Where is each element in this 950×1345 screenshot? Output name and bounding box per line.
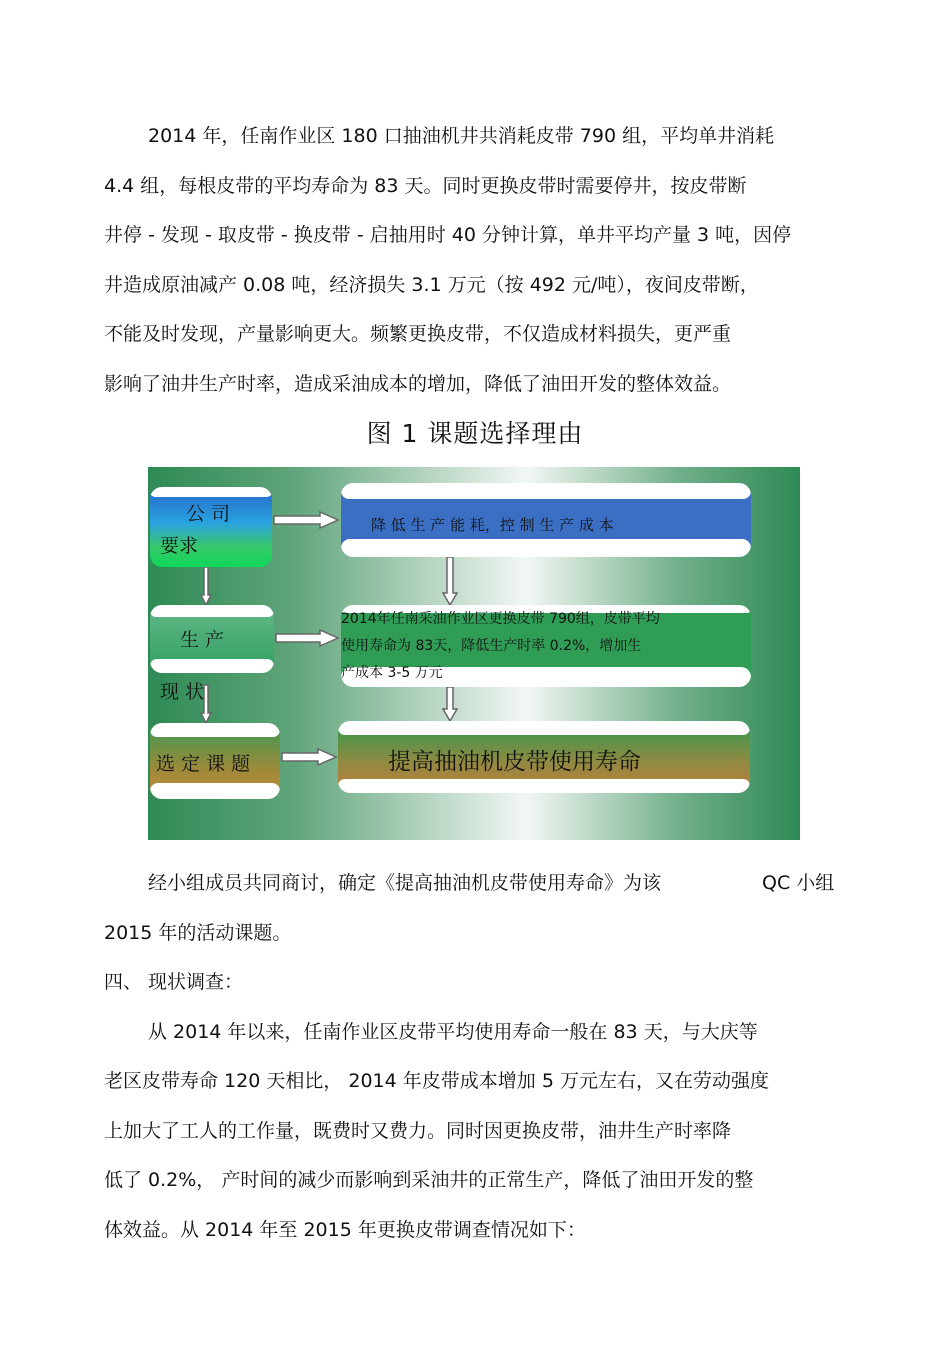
company-label: 公 司	[186, 503, 231, 525]
requirement-label: 要求	[160, 535, 199, 557]
company-requirement-box	[150, 487, 272, 567]
reduce-cost-text: 降 低 生 产 能 耗，控 制 生 产 成 本	[371, 516, 614, 534]
arrow-down-icon	[443, 687, 457, 721]
text-line: 2015 年的活动课题。	[104, 922, 292, 944]
select-topic-label: 选 定 课 题	[156, 753, 251, 775]
status-text-line: 产成本 3-5 万元	[341, 665, 443, 681]
text-line: 影响了油井生产时率，造成采油成本的增加，降低了油田开发的整体效益。	[104, 373, 732, 395]
text-line: 从 2014 年以来，任南作业区皮带平均使用寿命一般在 83 天，与大庆等	[148, 1021, 758, 1043]
current-status-box	[341, 605, 751, 687]
select-topic-box	[150, 723, 280, 799]
status-text-line: 2014年任南采油作业区更换皮带 790组，皮带平均	[341, 611, 660, 627]
topic-result-box	[338, 721, 750, 793]
figure-title: 图 1 课题选择理由	[366, 419, 584, 448]
text-line: 2014 年，任南作业区 180 口抽油机井共消耗皮带 790 组，平均单井消耗	[148, 125, 775, 147]
text-line: 经小组成员共同商讨，确定《提高抽油机皮带使用寿命》为该	[148, 872, 662, 894]
arrow-down-icon	[443, 557, 457, 605]
text-line: 4.4 组，每根皮带的平均寿命为 83 天。同时更换皮带时需要停井，按皮带断	[104, 175, 747, 197]
text-line: 不能及时发现，产量影响更大。频繁更换皮带，不仅造成材料损失，更严重	[104, 323, 732, 345]
production-label: 生 产	[180, 629, 225, 651]
status-label: 现 状	[160, 681, 205, 703]
text-line: 井造成原油减产 0.08 吨，经济损失 3.1 万元（按 492 元/吨），夜间皮带断，	[104, 274, 759, 296]
production-status-box	[150, 605, 274, 673]
text-line: QC 小组	[762, 872, 835, 894]
text-line: 体效益。从 2014 年至 2015 年更换皮带调查情况如下：	[104, 1219, 586, 1241]
section-heading: 四、 现状调查：	[104, 971, 244, 993]
reduce-cost-box	[341, 483, 751, 557]
text-line: 井停 - 发现 - 取皮带 - 换皮带 - 启抽用时 40 分钟计算，单井平均产量 3 吨，因停	[104, 224, 792, 246]
arrow-right-icon	[282, 749, 336, 765]
arrow-right-icon	[274, 512, 338, 528]
text-line: 老区皮带寿命 120 天相比， 2014 年皮带成本增加 5 万元左右，又在劳动强度	[104, 1070, 769, 1092]
reason-diagram	[148, 467, 800, 840]
arrow-down-icon	[201, 567, 211, 605]
topic-result-text: 提高抽油机皮带使用寿命	[388, 749, 641, 775]
text-line: 上加大了工人的工作量，既费时又费力。同时因更换皮带，油井生产时率降	[104, 1120, 732, 1142]
status-text-line: 使用寿命为 83天，降低生产时率 0.2%，增加生	[341, 638, 642, 654]
text-line: 低了 0.2%， 产时间的减少而影响到采油井的正常生产，降低了油田开发的整	[104, 1169, 754, 1191]
arrow-right-icon	[276, 630, 338, 646]
